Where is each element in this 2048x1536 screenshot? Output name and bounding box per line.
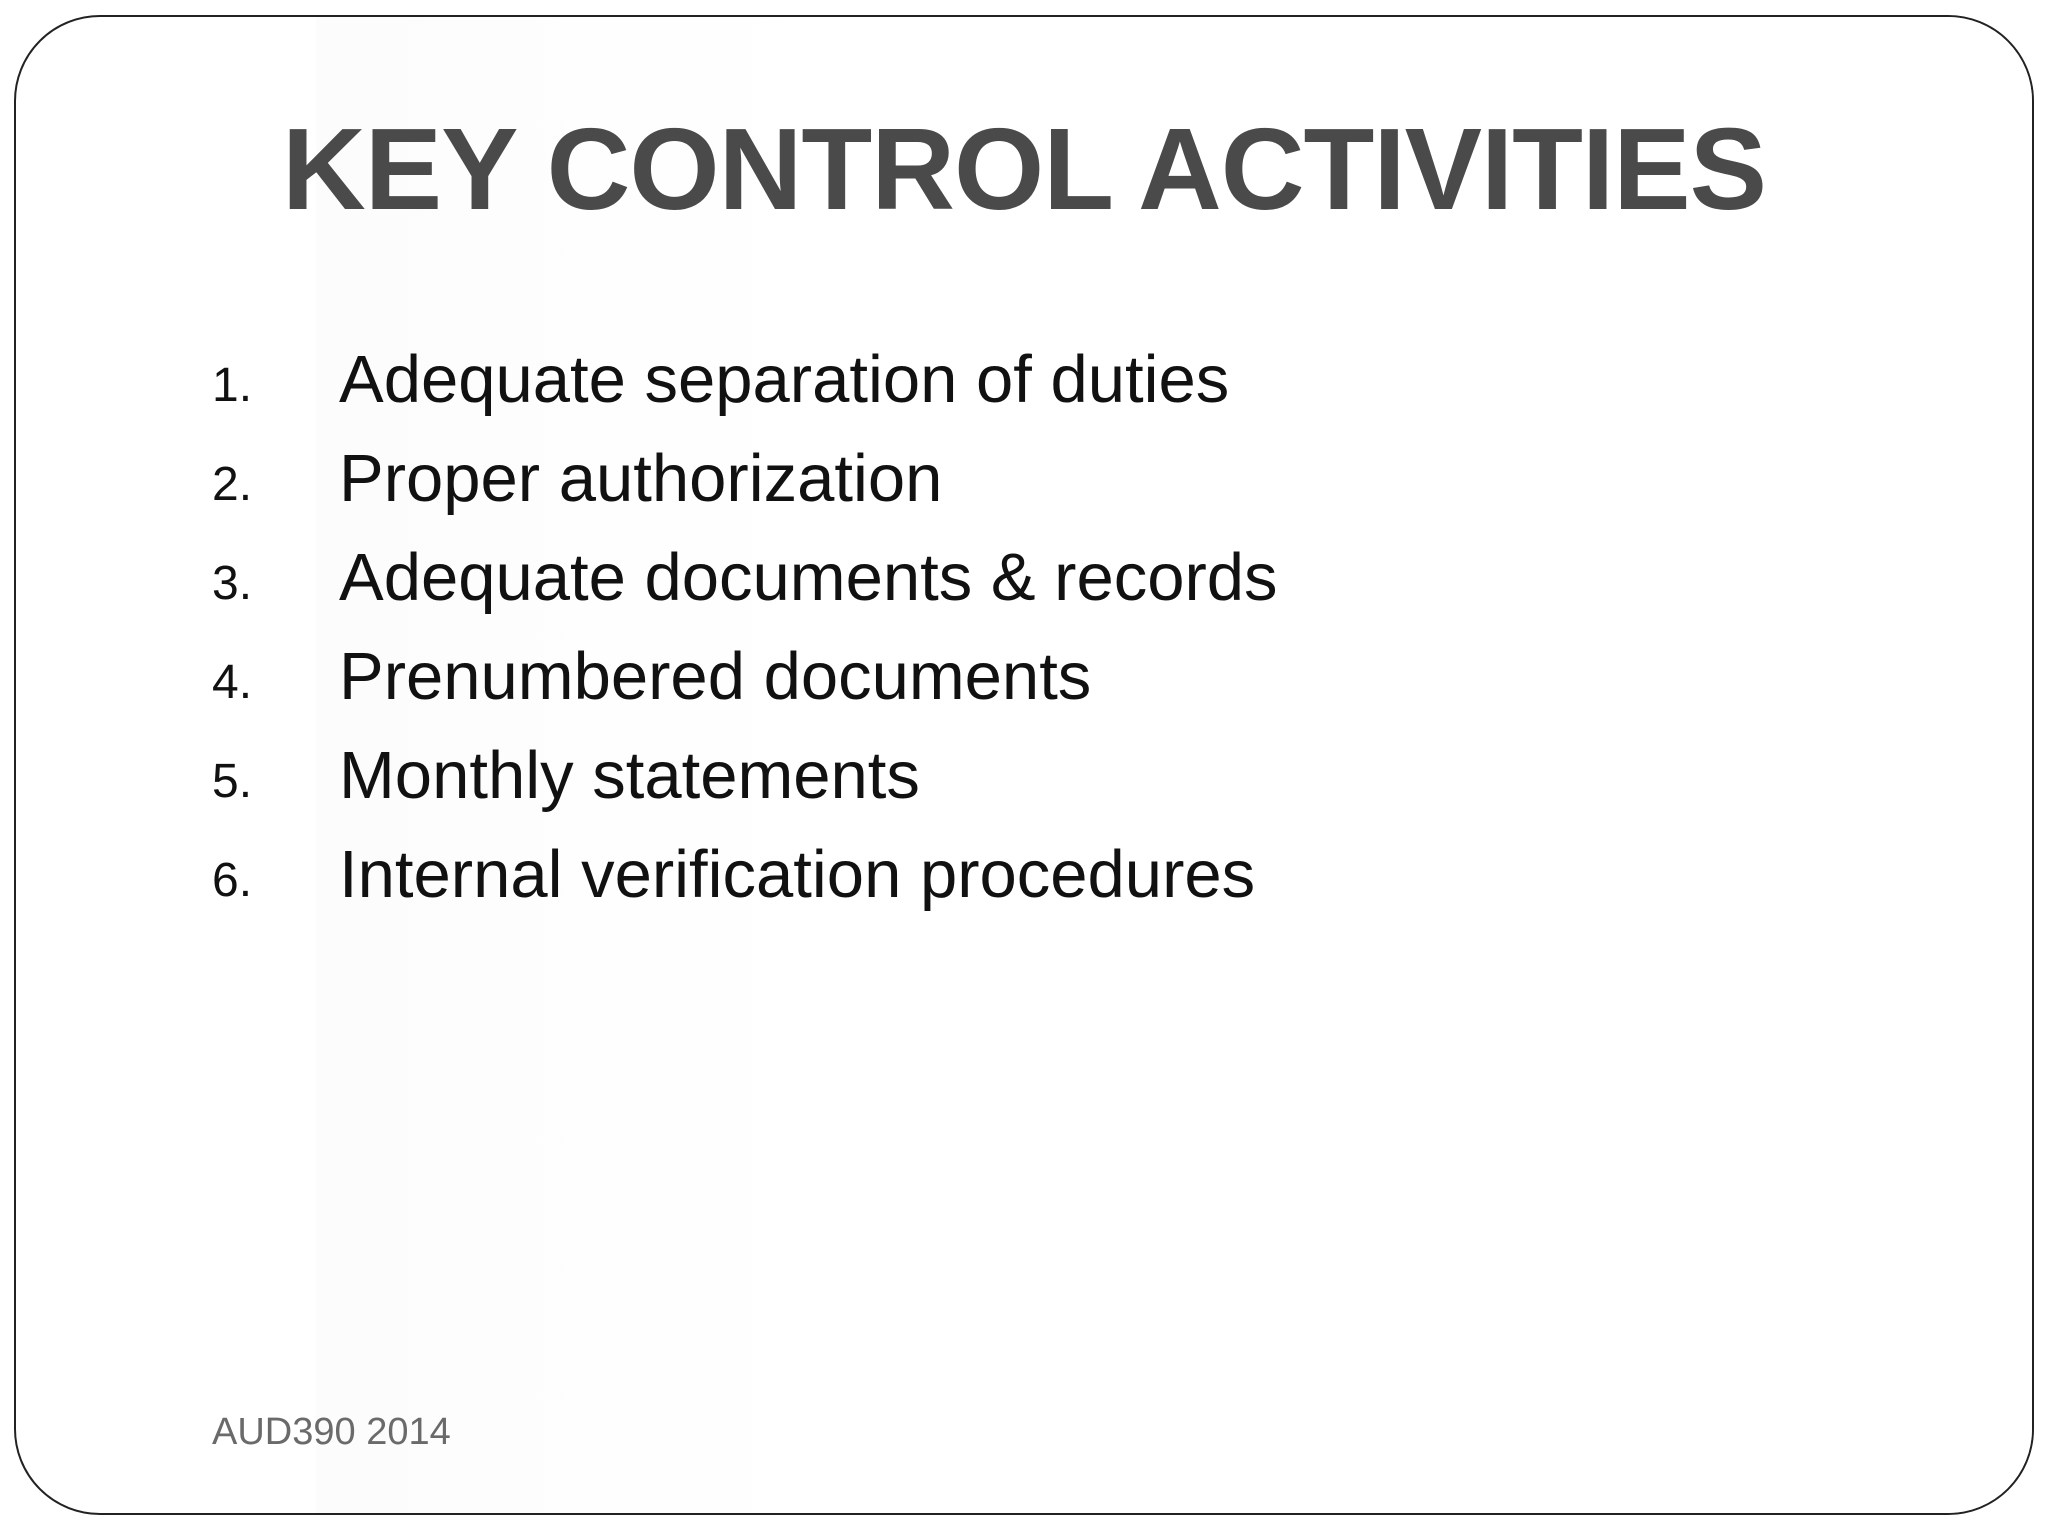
list-item-number: 1. [212, 359, 253, 412]
list-item-text: Adequate documents & records [339, 540, 1278, 615]
slide-title: KEY CONTROL ACTIVITIES [281, 104, 1767, 234]
list-item-text: Adequate separation of duties [339, 342, 1230, 417]
list-item-text: Internal verification procedures [339, 837, 1256, 912]
list-item-number: 3. [212, 557, 253, 610]
list-item-number: 4. [212, 656, 253, 709]
slide-frame [14, 15, 2034, 1515]
list-item-text: Proper authorization [339, 441, 943, 516]
list-item-number: 5. [212, 755, 253, 808]
slide-footer: AUD390 2014 [212, 1411, 451, 1453]
list-item-text: Monthly statements [339, 738, 920, 813]
list-item-number: 2. [212, 458, 253, 511]
list-item-number: 6. [212, 854, 253, 907]
list-item-text: Prenumbered documents [339, 639, 1092, 714]
